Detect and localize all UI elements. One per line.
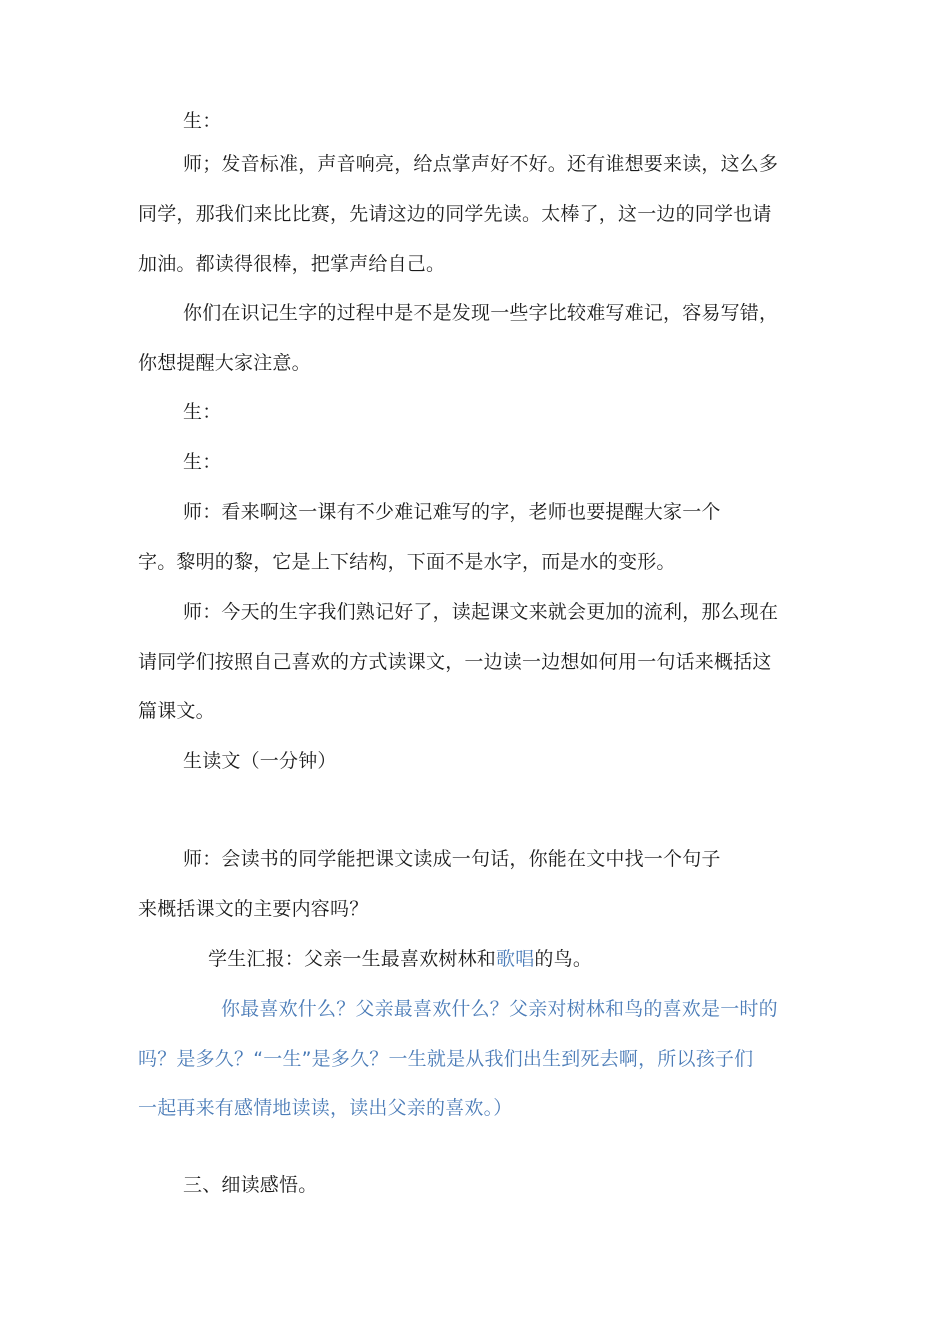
teacher-note-line: 吗？是多久？“一生”是多久？一生就是从我们出生到死去啊，所以孩子们 — [138, 1048, 754, 1070]
report-suffix: 的鸟。 — [534, 948, 593, 970]
teacher-note-line: 一起再来有感情地读读，读出父亲的喜欢。） — [138, 1097, 513, 1119]
paragraph-line: 师：会读书的同学能把课文读成一句话，你能在文中找一个句子 — [183, 848, 721, 870]
paragraph-line: 你们在识记生字的过程中是不是发现一些字比较难写难记，容易写错， — [183, 302, 779, 324]
teacher-note-line: 你最喜欢什么？父亲最喜欢什么？父亲对树林和鸟的喜欢是一时的 — [221, 998, 778, 1020]
report-highlight: 歌唱 — [496, 948, 535, 970]
paragraph-line: 字。黎明的黎，它是上下结构，下面不是水字，而是水的变形。 — [138, 551, 676, 573]
paragraph-line: 生： — [183, 401, 222, 423]
section-heading: 三、细读感悟。 — [183, 1174, 318, 1196]
paragraph-line: 你想提醒大家注意。 — [138, 352, 311, 374]
report-prefix: 学生汇报：父亲一生最喜欢树林和 — [208, 948, 497, 970]
student-report-line — [208, 946, 592, 972]
paragraph-line: 师；发音标准，声音响亮，给点掌声好不好。还有谁想要来读，这么多 — [183, 153, 779, 175]
paragraph-line: 请同学们按照自己喜欢的方式读课文，一边读一边想如何用一句话来概括这 — [138, 651, 772, 673]
paragraph-line: 来概括课文的主要内容吗？ — [138, 898, 369, 920]
paragraph-line: 篇课文。 — [138, 700, 215, 722]
paragraph-line: 同学，那我们来比比赛，先请这边的同学先读。太棒了，这一边的同学也请 — [138, 203, 772, 225]
paragraph-line: 加油。都读得很棒，把掌声给自己。 — [138, 253, 446, 275]
paragraph-line: 生： — [183, 451, 222, 473]
paragraph-line: 师：今天的生字我们熟记好了，读起课文来就会更加的流利，那么现在 — [183, 601, 779, 623]
paragraph-line: 师：看来啊这一课有不少难记难写的字，老师也要提醒大家一个 — [183, 501, 721, 523]
paragraph-line: 生： — [183, 110, 222, 132]
paragraph-line: 生读文（一分钟） — [183, 750, 337, 772]
